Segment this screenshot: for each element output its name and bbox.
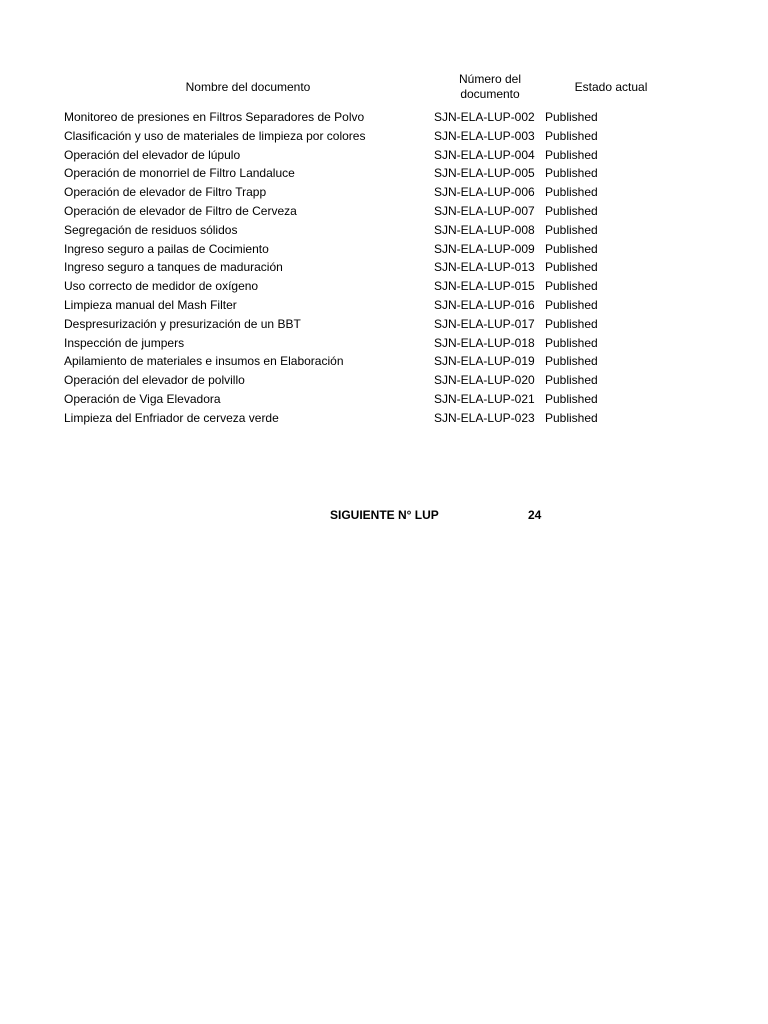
document-status-cell: Published: [545, 335, 598, 350]
document-number-cell: SJN-ELA-LUP-009: [434, 241, 535, 256]
document-number-cell: SJN-ELA-LUP-016: [434, 297, 535, 312]
document-number-cell: SJN-ELA-LUP-002: [434, 110, 535, 124]
document-name-cell: Apilamiento de materiales e insumos en Elaboración: [64, 354, 344, 369]
document-name-cell: Operación de Viga Elevadora: [64, 391, 221, 406]
document-number-cell: SJN-ELA-LUP-023: [434, 410, 535, 425]
document-name-cell: Operación del elevador de polvillo: [64, 373, 245, 388]
document-name-cell: Operación de elevador de Filtro Trapp: [64, 185, 267, 200]
document-number-cell: SJN-ELA-LUP-005: [434, 166, 535, 181]
header-document-number-line1: Número del: [458, 72, 522, 86]
document-status-cell: Published: [545, 110, 598, 124]
table-row: [0, 202, 768, 221]
document-status-cell: Published: [545, 128, 598, 143]
document-status-cell: Published: [545, 203, 598, 218]
document-status-cell: Published: [545, 185, 598, 200]
document-number-cell: SJN-ELA-LUP-020: [434, 373, 535, 388]
document-name-cell: Segregación de residuos sólidos: [64, 222, 238, 237]
document-name-cell: Clasificación y uso de materiales de limpieza por colores: [64, 128, 366, 143]
document-name-cell: Operación del elevador de lúpulo: [64, 147, 241, 162]
document-number-cell: SJN-ELA-LUP-008: [434, 222, 535, 237]
table-row: [0, 146, 768, 165]
table-row: [0, 315, 768, 334]
document-number-cell: SJN-ELA-LUP-007: [434, 203, 535, 218]
document-status-cell: Published: [545, 241, 598, 256]
document-number-cell: SJN-ELA-LUP-017: [434, 316, 535, 331]
header-document-number: [430, 72, 550, 102]
document-status-cell: Published: [545, 316, 598, 331]
header-document-number-line2: documento: [460, 87, 520, 101]
document-name-cell: Monitoreo de presiones en Filtros Separadores de Polvo: [64, 110, 365, 124]
document-number-cell: SJN-ELA-LUP-015: [434, 279, 535, 294]
table-row: [0, 296, 768, 315]
table-row: [0, 352, 768, 371]
table-row: [0, 164, 768, 183]
table-row: [0, 108, 768, 127]
document-table-body: [0, 108, 768, 428]
document-status-cell: Published: [545, 354, 598, 369]
table-row: [0, 127, 768, 146]
table-row: [0, 409, 768, 428]
document-status-cell: Published: [545, 279, 598, 294]
document-status-cell: Published: [545, 166, 598, 181]
document-name-cell: Ingreso seguro a tanques de maduración: [64, 260, 283, 275]
document-status-cell: Published: [545, 222, 598, 237]
next-lup-label: SIGUIENTE N° LUP: [330, 508, 439, 522]
document-number-cell: SJN-ELA-LUP-004: [434, 147, 535, 162]
document-number-cell: SJN-ELA-LUP-006: [434, 185, 535, 200]
document-number-cell: SJN-ELA-LUP-013: [434, 260, 535, 275]
table-row: [0, 221, 768, 240]
next-lup-value: 24: [528, 508, 542, 522]
document-name-cell: Limpieza manual del Mash Filter: [64, 297, 237, 312]
document-number-cell: SJN-ELA-LUP-019: [434, 354, 535, 369]
document-status-cell: Published: [545, 391, 598, 406]
header-document-name: Nombre del documento: [185, 80, 311, 94]
document-name-cell: Ingreso seguro a pailas de Cocimiento: [64, 241, 269, 256]
header-current-status: Estado actual: [574, 80, 648, 94]
table-row: [0, 390, 768, 409]
document-number-cell: SJN-ELA-LUP-021: [434, 391, 535, 406]
document-name-cell: Inspección de jumpers: [64, 335, 185, 350]
document-number-cell: SJN-ELA-LUP-003: [434, 128, 535, 143]
document-status-cell: Published: [545, 410, 598, 425]
table-row: [0, 371, 768, 390]
document-number-cell: SJN-ELA-LUP-018: [434, 335, 535, 350]
document-status-cell: Published: [545, 373, 598, 388]
table-row: [0, 183, 768, 202]
document-name-cell: Uso correcto de medidor de oxígeno: [64, 279, 259, 294]
document-name-cell: Limpieza del Enfriador de cerveza verde: [64, 410, 279, 425]
table-row: [0, 277, 768, 296]
document-name-cell: Operación de monorriel de Filtro Landaluce: [64, 166, 295, 181]
document-status-cell: Published: [545, 297, 598, 312]
document-name-cell: Operación de elevador de Filtro de Cerveza: [64, 203, 297, 218]
document-status-cell: Published: [545, 147, 598, 162]
table-row: [0, 240, 768, 259]
table-row: [0, 334, 768, 353]
document-status-cell: Published: [545, 260, 598, 275]
document-name-cell: Despresurización y presurización de un BBT: [64, 316, 301, 331]
table-row: [0, 258, 768, 277]
